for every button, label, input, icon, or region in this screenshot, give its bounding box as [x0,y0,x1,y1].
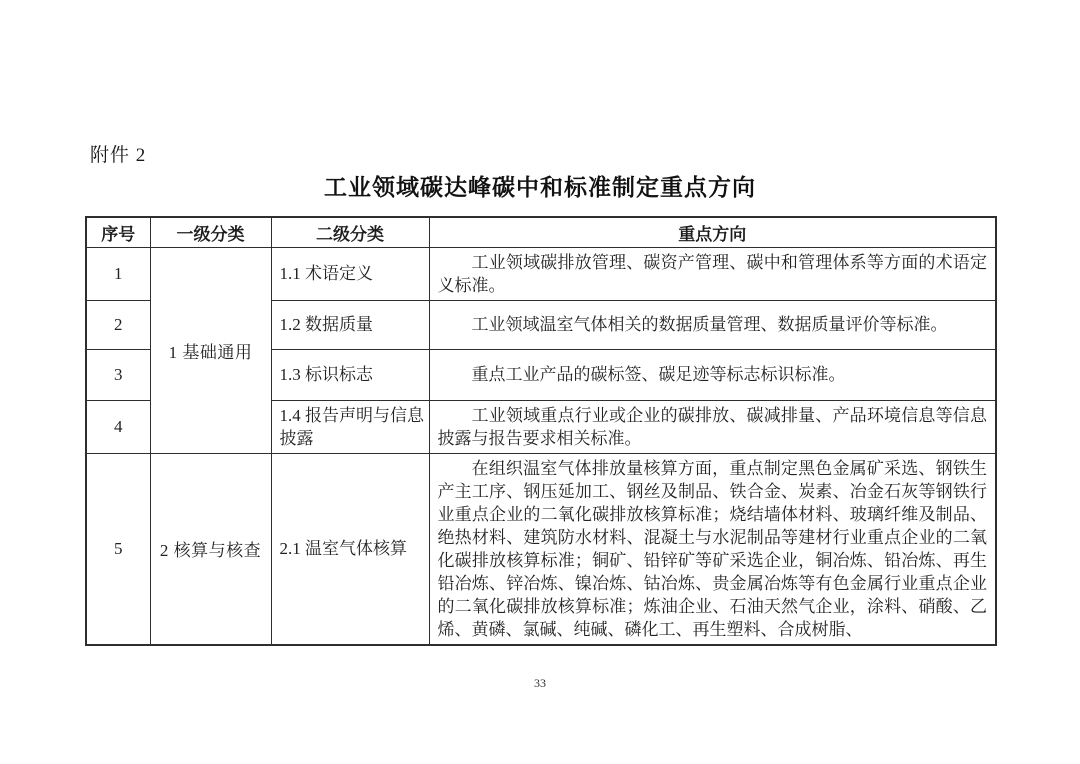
direction-text: 工业领域碳排放管理、碳资产管理、碳中和管理体系等方面的术语定义标准。 [437,252,987,295]
cell-direction [429,453,996,645]
cell-serial: 4 [86,400,150,453]
cell-level2: 1.4 报告声明与信息披露 [271,400,429,453]
cell-serial: 1 [86,247,150,300]
cell-serial: 5 [86,453,150,645]
header-key-direction: 重点方向 [429,217,996,247]
direction-text: 在组织温室气体排放量核算方面，重点制定黑色金属矿采选、钢铁生产主工序、钢压延加工、钢丝及制品、铁合金、炭素、冶金石灰等钢铁行业重点企业的二氧化碳排放核算标准；烧结墙体材料、玻璃纤维及制品、绝热材料、建筑防水材料、混凝土与水泥制品等建材行业重点企业的二氧化碳排放核算标准；铜矿、铅锌矿等矿采选企业，铜冶炼、铅冶炼、再生铅冶炼、锌冶炼、镍冶炼、钴冶炼、贵金属冶炼等有色金属行业重点企业的二氧化碳排放核算标准；炼油企业、石油天然气企业，涂料、硝酸、乙烯、黄磷、氯碱、纯碱、磷化工、再生塑料、合成树脂、 [437,458,987,639]
cell-direction [429,300,996,349]
direction-text: 工业领域温室气体相关的数据质量管理、数据质量评价等标准。 [471,315,948,334]
cell-level2: 1.2 数据质量 [271,300,429,349]
page-title: 工业领域碳达峰碳中和标准制定重点方向 [324,175,756,200]
cell-serial: 2 [86,300,150,349]
header-level2-category: 二级分类 [271,217,429,247]
table-row [86,247,996,300]
cell-level1-merged: 1 基础通用 [150,247,271,453]
cell-level1: 2 核算与核查 [150,453,271,645]
attachment-label: 附件 2 [90,145,147,166]
cell-direction [429,400,996,453]
cell-serial: 3 [86,349,150,400]
direction-text: 重点工业产品的碳标签、碳足迹等标志标识标准。 [471,365,846,384]
cell-direction [429,247,996,300]
cell-direction [429,349,996,400]
cell-level2: 1.3 标识标志 [271,349,429,400]
cell-level2: 1.1 术语定义 [271,247,429,300]
table-header-row [86,217,996,247]
cell-level2: 2.1 温室气体核算 [271,453,429,645]
page-number: 33 [534,676,546,690]
header-serial-number: 序号 [86,217,150,247]
direction-text: 工业领域重点行业或企业的碳排放、碳减排量、产品环境信息等信息披露与报告要求相关标准。 [437,405,987,448]
header-level1-category: 一级分类 [150,217,271,247]
standards-table [85,216,997,646]
table-row [86,453,996,645]
